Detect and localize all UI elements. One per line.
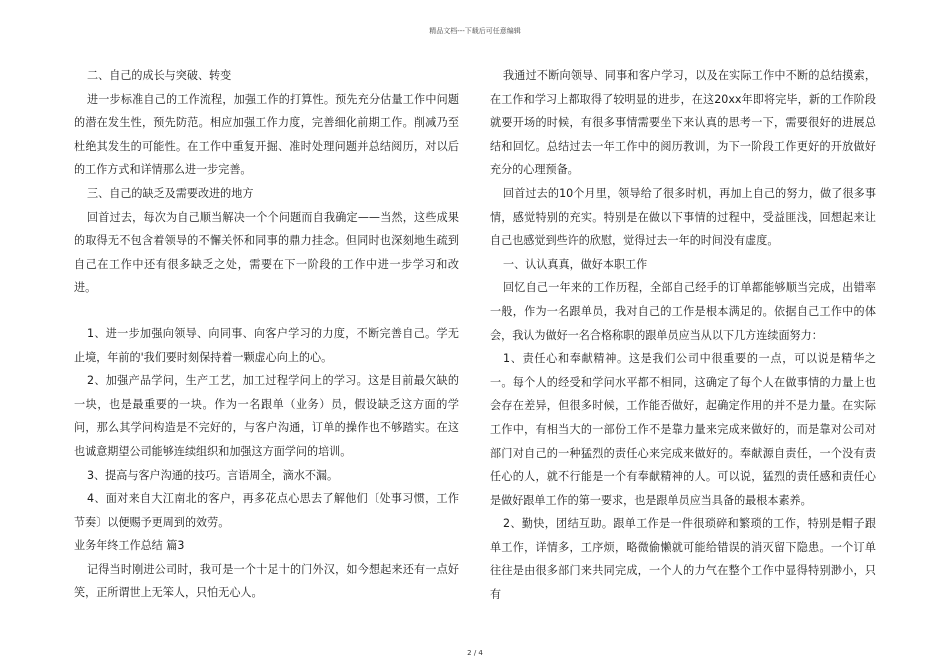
left-column [74, 64, 459, 605]
section-heading-growth: 二、自己的成长与突破、转变 [87, 69, 232, 82]
paragraph: 回首过去，每次为自己顺当解决一个个问题而自我确定——当然，这些成果的取得无不包含着领导的不懈关怀和同事的鼎力挂念。但同时也深刻地生疏到自己在工作中还有很多缺乏之处，需要在下一阶段的工作中进一步学习和改进。 [74, 210, 459, 295]
paragraph: 回忆自己一年来的工作历程，全部自己经手的订单都能够顺当完成，出错率一般，作为一名跟单员，我对自己的工作是根本满足的。依据自己工作中的体会，我认为做好一名合格称职的跟单员应当从以下几方连续面努力： [490, 281, 876, 342]
page-number: 2 / 4 [467, 649, 483, 657]
page-header: 精品文档---下载后可任意编辑 [429, 27, 521, 35]
list-item: 4、面对来自大江南北的客户，再多花点心思去了解他们〔处事习惯，工作节奏〕以便赐予更周到的效劳。 [74, 492, 459, 529]
paragraph: 进一步标准自己的工作流程，加强工作的打算性。预先充分估量工作中问题的潜在发生性，预先防范。相应加强工作力度，完善细化前期工作。削减乃至杜绝其发生的可能性。在工作中重复开掘、准时处理问题并总结阅历，对以后的工作方式和详情那么进一步完善。 [74, 92, 459, 177]
list-item: 2、加强产品学问，生产工艺，加工过程学问上的学习。这是目前最欠缺的一块，也是最重要的一块。作为一名跟单（业务）员，假设缺乏这方面的学问，那么其学问构造是不完好的，与客户沟通，订单的操作也不够踏实。在这也诚意期望公司能够连续组织和加强这方面学问的培训。 [74, 374, 459, 458]
list-item: 2、勤快，团结互助。跟单工作是一件很琐碎和繁琐的工作，特别是帽子跟单工作，详情多，工序烦，略微偷懒就可能给错误的消灭留下隐患。一个订单往往是由很多部门来共同完成，一个人的力气在整个工作中显得特别渺小，只有 [490, 517, 876, 602]
paragraph: 我通过不断向领导、同事和客户学习，以及在实际工作中不断的总结摸索，在工作和学习上都取得了较明显的进步，在这20xx年即将完毕，新的工作阶段就要开场的时候，有很多事情需要坐下来认真的思考一下，需要很好的进展总结和回忆。总结过去一年工作中的阅历教训，为下一阶段工作更好的开放做好充分的心理预备。 [490, 69, 876, 177]
paragraph: 回首过去的10个月里，领导给了很多时机，再加上自己的努力，做了很多事情，感觉特别的充实。特别是在做以下事情的过程中，受益匪浅，回想起来让自己也感觉到些许的欣慰，觉得过去一年的时间没有虚度。 [490, 186, 876, 248]
list-item: 1、进一步加强向领导、向同事、向客户学习的力度，不断完善自己。学无止境，年前的'我们要时刻保持着一颗虚心向上的心。 [74, 326, 459, 364]
paragraph: 记得当时刚进公司时，我可是一个十足十的门外汉，如今想起来还有一点好笑，正所谓世上无笨人，只怕无心人。 [74, 562, 459, 600]
list-item: 1、责任心和奉献精神。这是我们公司中很重要的一点，可以说是精华之一。每个人的经受和学问水平都不相同，这确定了每个人在做事情的力量上也会存在差异，但很多时候，工作能否做好，起确定作用的并不是力量。在实际工作中，有相当大的一部份工作不是靠力量来完成来做好的，而是靠对公司对部门对自己的一种猛烈的责任心来完成来做好的。奉献源自责任，一个没有责任心的人，就不行能是一个有奉献精神的人。可以说，猛烈的责任感和责任心是做好跟单工作的第一要求，也是跟单员应当具备的最根本素养。 [490, 352, 876, 507]
section-heading-shortcomings: 三、自己的缺乏及需要改进的地方 [87, 186, 254, 200]
right-column [490, 64, 876, 607]
list-item: 3、提高与客户沟通的技巧。言语周全，滴水不漏。 [87, 468, 339, 482]
article-title: 业务年终工作总结 篇3 [74, 539, 185, 553]
section-heading-duty: 一、认认真真，做好本职工作 [503, 257, 648, 271]
